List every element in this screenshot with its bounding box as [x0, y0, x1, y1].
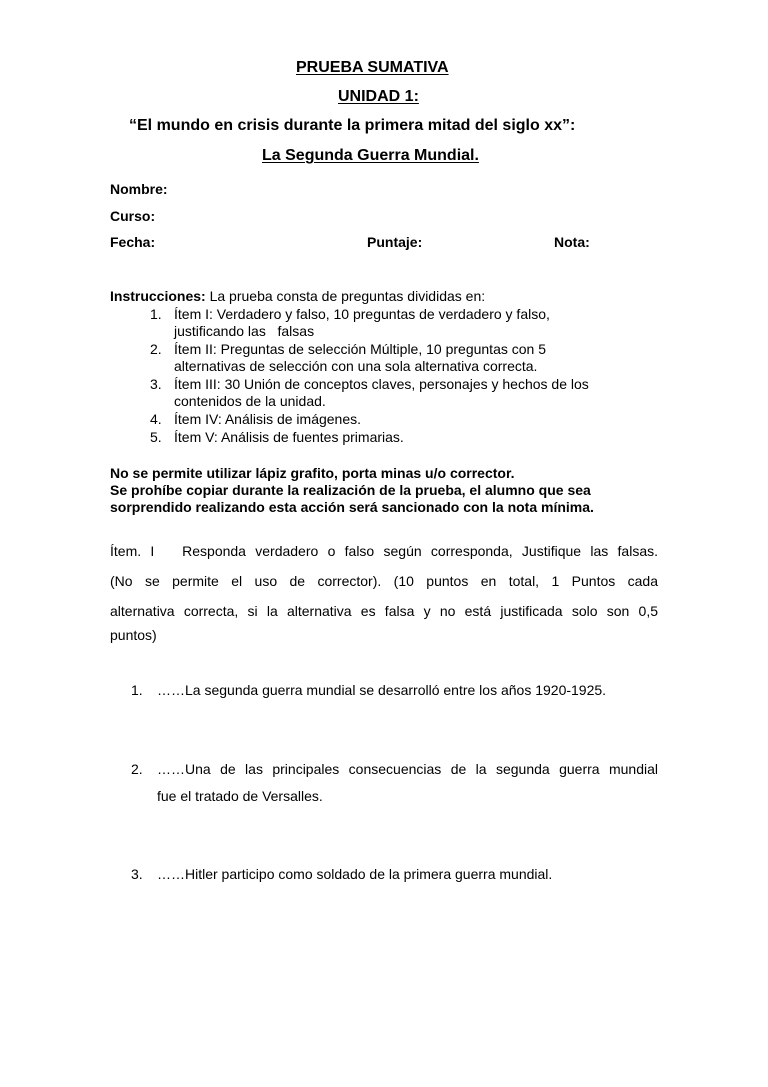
unit-heading: UNIDAD 1:: [338, 88, 419, 105]
question-number: 1.: [131, 682, 143, 698]
list-item-continuation: alternativas de selección con una sola alternativa correcta.: [174, 358, 538, 374]
list-item-number: 3.: [150, 376, 162, 392]
question-number: 2.: [131, 761, 143, 777]
rule-no-pencil: No se permite utilizar lápiz grafito, porta minas u/o corrector.: [110, 465, 515, 481]
list-item-number: 2.: [150, 341, 162, 357]
question-number: 3.: [131, 866, 143, 882]
unit-topic: La Segunda Guerra Mundial.: [262, 147, 479, 164]
list-item-continuation: contenidos de la unidad.: [174, 393, 326, 409]
date-field-label: Fecha:: [110, 234, 156, 250]
exam-title: PRUEBA SUMATIVA: [296, 59, 449, 76]
item1-instructions-line: Ítem. I Responda verdadero o falso según corresponda, Justifique las falsas.: [110, 543, 658, 559]
item1-instructions-line: (No se permite el uso de corrector). (10 puntos en total, 1 Puntos cada: [110, 573, 658, 589]
unit-subtitle: “El mundo en crisis durante la primera mitad del siglo xx”:: [129, 117, 576, 134]
list-item: Ítem I: Verdadero y falso, 10 preguntas de verdadero y falso,: [174, 306, 550, 322]
item1-instructions-line: alternativa correcta, si la alternativa es falsa y no está justificada solo son 0,5: [110, 603, 658, 619]
grade-field-label: Nota:: [554, 234, 590, 250]
course-field-label: Curso:: [110, 208, 156, 224]
score-field-label: Puntaje:: [367, 234, 423, 250]
instructions-intro: [110, 288, 485, 304]
instructions-label: Instrucciones:: [110, 288, 206, 304]
instructions-text: La prueba consta de preguntas divididas en:: [205, 288, 486, 304]
list-item: Ítem III: 30 Unión de conceptos claves, personajes y hechos de los: [174, 376, 589, 392]
item1-instructions-line: puntos): [110, 627, 157, 643]
question-text: ……La segunda guerra mundial se desarrolló entre los años 1920-1925.: [157, 682, 607, 698]
question-text-continuation: fue el tratado de Versalles.: [157, 788, 323, 804]
list-item: Ítem V: Análisis de fuentes primarias.: [174, 429, 404, 445]
list-item-number: 4.: [150, 411, 162, 427]
name-field-label: Nombre:: [110, 181, 168, 197]
list-item: Ítem II: Preguntas de selección Múltiple, 10 preguntas con 5: [174, 341, 546, 357]
list-item-number: 5.: [150, 429, 162, 445]
rule-sanction: sorprendido realizando esta acción será sancionado con la nota mínima.: [110, 499, 594, 515]
rule-no-copy: Se prohíbe copiar durante la realización de la prueba, el alumno que sea: [110, 482, 591, 498]
question-text: ……Una de las principales consecuencias de la segunda guerra mundial: [157, 761, 658, 777]
list-item: Ítem IV: Análisis de imágenes.: [174, 411, 362, 427]
list-item-number: 1.: [150, 306, 162, 322]
question-text: ……Hitler participo como soldado de la primera guerra mundial.: [157, 866, 553, 882]
list-item-continuation: justificando las falsas: [174, 323, 315, 339]
